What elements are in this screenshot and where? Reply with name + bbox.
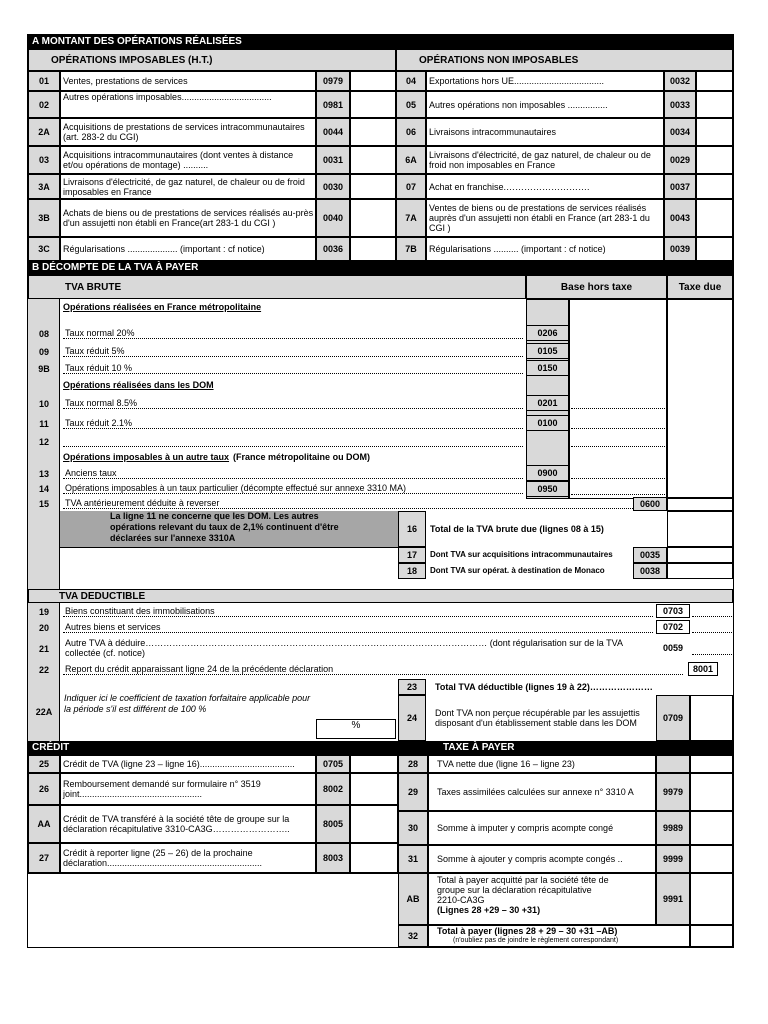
line-3c-label: Régularisations .................... (important : cf notice) xyxy=(60,237,316,261)
line-15-code: 0600 xyxy=(633,497,667,511)
line-3a-label: Livraisons d'électricité, de gaz naturel, de chaleur ou de froid imposables en France xyxy=(60,174,316,199)
line-32-label: Total à payer (lignes 28 + 29 – 30 +31 –AB) xyxy=(437,926,618,936)
line-3a-number: 3A xyxy=(28,174,60,199)
line-7a-code: 0043 xyxy=(664,199,696,237)
line-12-number: 12 xyxy=(38,437,49,447)
line-24-input[interactable] xyxy=(690,695,733,741)
line-19-code: 0703 xyxy=(656,604,690,618)
line-11-base-input[interactable] xyxy=(571,421,665,429)
line-14-label: Opérations imposables à un taux particulier (décompte effectué sur annexe 3310 MA) xyxy=(63,482,523,494)
subheading-autre-taux-label: Opérations imposables à un autre taux xyxy=(63,452,230,462)
line-ab-code: 9991 xyxy=(656,873,690,925)
line-28-code xyxy=(656,755,690,773)
line-27-label: Crédit à reporter ligne (25 – 26) de la prochaine déclaration.............................................................. xyxy=(60,843,316,873)
section-b-title: B DÉCOMPTE DE LA TVA À PAYER xyxy=(28,261,733,275)
line-27-code: 8003 xyxy=(316,843,350,873)
subheading-autre-taux xyxy=(63,451,523,463)
line-18-label: Dont TVA sur opérat. à destination de Monaco xyxy=(430,566,605,575)
line-29-input[interactable] xyxy=(690,773,733,811)
line-04-label: Exportations hors UE.................................... xyxy=(426,71,664,91)
line-20-number: 20 xyxy=(38,623,49,633)
line-3b-amount-input[interactable] xyxy=(350,199,396,237)
line-02-number: 02 xyxy=(28,91,60,118)
line-aa-code: 8005 xyxy=(316,805,350,843)
tva-brute-header-label: TVA BRUTE xyxy=(65,281,122,293)
line-10-base-input[interactable] xyxy=(571,401,665,409)
subheading-dom: Opérations réalisées dans les DOM xyxy=(63,380,214,390)
line-11-label: Taux réduit 2.1% xyxy=(63,417,523,429)
line-05-amount-input[interactable] xyxy=(696,91,733,118)
line-10-code: 0201 xyxy=(526,395,569,411)
line-20-code: 0702 xyxy=(656,620,690,634)
line-21-label: Autre TVA à déduire…………………………………………………………………………………………………… (dont régularisation sur de la TVA collectée (cf. notice) xyxy=(65,638,623,658)
line-29-code: 9979 xyxy=(656,773,690,811)
dom-note-text: La ligne 11 ne concerne que les DOM. Les autres opérations relevant du taux de 2,1% continuent d'être déclarées sur l'annexe 3310A xyxy=(110,511,339,543)
line-01-amount-input[interactable] xyxy=(350,71,396,91)
base-hors-taxe-header: Base hors taxe xyxy=(526,275,667,299)
line-30-code: 9989 xyxy=(656,811,690,845)
line-3c-number: 3C xyxy=(28,237,60,261)
line-6a-code: 0029 xyxy=(664,146,696,174)
line-7a-amount-input[interactable] xyxy=(696,199,733,237)
non-taxable-operations-list xyxy=(396,71,733,261)
line-29-number: 29 xyxy=(398,773,428,811)
line-02-label: Autres opérations imposables.................................... xyxy=(60,91,316,118)
line-18-number: 18 xyxy=(398,563,426,579)
line-13-code: 0900 xyxy=(526,465,569,481)
line-29-label: Taxes assimilées calculées sur annexe n° 3310 A xyxy=(428,773,656,811)
taxable-operations-list xyxy=(28,71,396,256)
tva-brute-header xyxy=(28,275,526,299)
line-03-amount-input[interactable] xyxy=(350,146,396,174)
line-6a-label: Livraisons d'électricité, de gaz naturel, de chaleur ou de froid non imposables en France xyxy=(426,146,664,174)
line-23-number: 23 xyxy=(398,679,426,695)
line-03-label: Acquisitions intracommunautaires (dont ventes à distance et/ou opérations de montage) .......... xyxy=(60,146,316,174)
line-28-input[interactable] xyxy=(690,755,733,773)
credit-header: CRÉDIT xyxy=(28,741,398,755)
line-16-total-input[interactable] xyxy=(667,511,733,547)
line-06-number: 06 xyxy=(396,118,426,146)
line-25-label: Crédit de TVA (ligne 23 – ligne 16)...................................... xyxy=(60,755,316,773)
line-2a-label: Acquisitions de prestations de services intracommunautaires (art. 283-2 du CGI) xyxy=(60,118,316,146)
line-19-label: Biens constituant des immobilisations xyxy=(63,605,653,617)
line-22-number: 22 xyxy=(38,665,49,675)
line-22a-label: Indiquer ici le coefficient de taxation forfaitaire applicable pour la période s'il est différent de 100 % xyxy=(64,693,311,714)
line-09-code: 0105 xyxy=(526,343,569,359)
line-07-amount-input[interactable] xyxy=(696,174,733,199)
line-11-number: 11 xyxy=(39,419,49,429)
line-18-input[interactable] xyxy=(667,563,733,579)
line-03-number: 03 xyxy=(28,146,60,174)
line-16-label: Total de la TVA brute due (lignes 08 à 15) xyxy=(430,524,604,534)
tva-deductible-header xyxy=(28,589,733,603)
line-31-code: 9999 xyxy=(656,845,690,873)
line-01-number: 01 xyxy=(28,71,60,91)
line-19-input[interactable] xyxy=(692,609,732,617)
line-13-number: 13 xyxy=(38,469,49,479)
line-10-number: 10 xyxy=(38,399,49,409)
line-ab-formula: (Lignes 28 +29 – 30 +31) xyxy=(437,905,541,915)
tva-declaration-form xyxy=(27,34,734,948)
line-15-number: 15 xyxy=(38,499,49,509)
line-2a-number: 2A xyxy=(28,118,60,146)
line-17-number: 17 xyxy=(398,547,426,563)
line-3b-label: Achats de biens ou de prestations de services réalisés au-près d'un assujetti non établi en France(art 283-1 du CGI ) xyxy=(60,199,316,237)
line-30-number: 30 xyxy=(398,811,428,845)
line-3b-number: 3B xyxy=(28,199,60,237)
line-15-tax-input[interactable] xyxy=(667,497,733,511)
line-08-code: 0206 xyxy=(526,325,569,341)
line-7a-number: 7A xyxy=(396,199,426,237)
line-32-number: 32 xyxy=(398,925,428,947)
line-17-code: 0035 xyxy=(633,547,667,563)
subheading-metropole: Opérations réalisées en France métropolitaine xyxy=(63,302,262,312)
line-06-code: 0034 xyxy=(664,118,696,146)
line-7a-label: Ventes de biens ou de prestations de services réalisés auprès d'un assujetti non établi en France (art 283-1 du CGI ) xyxy=(426,199,664,237)
line-ab-label: Total à payer acquitté par la société tête de groupe sur la déclaration récapitulative 2210-CA3G xyxy=(437,875,609,905)
line-26-label: Remboursement demandé sur formulaire n° 3519 joint................................................. xyxy=(60,773,316,805)
line-27-number: 27 xyxy=(28,843,60,873)
line-28-number: 28 xyxy=(398,755,428,773)
line-27-input[interactable] xyxy=(350,843,398,873)
line-31-label: Somme à ajouter y compris acompte congés .. xyxy=(428,845,656,873)
line-08-label: Taux normal 20% xyxy=(63,327,523,339)
taxe-due-header: Taxe due xyxy=(667,275,733,299)
line-22a-number: 22A xyxy=(35,707,53,717)
line-7b-amount-input[interactable] xyxy=(696,237,733,261)
line-2a-code: 0044 xyxy=(316,118,350,146)
line-30-label: Somme à imputer y compris acompte congé xyxy=(428,811,656,845)
line-9b-number: 9B xyxy=(38,364,50,374)
line-05-label: Autres opérations non imposables ................ xyxy=(426,91,664,118)
taxable-operations-header xyxy=(28,49,396,71)
line-04-code: 0032 xyxy=(664,71,696,91)
line-25-code: 0705 xyxy=(316,755,350,773)
line-21-number: 21 xyxy=(38,644,49,654)
line-7b-label: Régularisations .......... (important : cf notice) xyxy=(426,237,664,261)
line-05-number: 05 xyxy=(396,91,426,118)
line-17-label: Dont TVA sur acquisitions intracommunautaires xyxy=(430,550,613,559)
percent-sign: % xyxy=(351,720,361,731)
credit-bottom-blank xyxy=(28,873,398,947)
line-ab-number: AB xyxy=(398,873,428,925)
line-06-amount-input[interactable] xyxy=(696,118,733,146)
line-9b-code: 0150 xyxy=(526,360,569,376)
line-26-number: 26 xyxy=(28,773,60,805)
line-04-number: 04 xyxy=(396,71,426,91)
line-28-label: TVA nette due (ligne 16 – ligne 23) xyxy=(428,755,656,773)
line-01-code: 0979 xyxy=(316,71,350,91)
dom-note-block xyxy=(60,511,398,547)
line-13-label: Anciens taux xyxy=(63,467,523,479)
line-24-label: Dont TVA non perçue récupérable par les assujettis disposant d'un établissement stable dans les DOM xyxy=(435,708,640,728)
line-aa-label: Crédit de TVA transféré à la société tête de groupe sur la déclaration récapitulative 3310-CA3G…………………….. xyxy=(60,805,316,843)
line-31-input[interactable] xyxy=(690,845,733,873)
line-14-code: 0950 xyxy=(526,481,569,497)
line-21-code: 0059 xyxy=(662,643,684,653)
line-9b-label: Taux réduit 10 % xyxy=(63,362,523,374)
line-03-code: 0031 xyxy=(316,146,350,174)
line-20-input[interactable] xyxy=(692,625,732,633)
line-15-label: TVA antérieurement déduite à reverser xyxy=(63,497,633,509)
subheading-autre-taux-suffix: (France métropolitaine ou DOM) xyxy=(233,452,371,462)
line-22-code: 8001 xyxy=(688,662,718,676)
base-amount-column xyxy=(569,299,667,499)
line-05-code: 0033 xyxy=(664,91,696,118)
line-25-input[interactable] xyxy=(350,755,398,773)
non-taxable-operations-header xyxy=(396,49,733,71)
line-7b-number: 7B xyxy=(396,237,426,261)
line-09-label: Taux réduit 5% xyxy=(63,345,523,357)
taxe-due-column xyxy=(667,299,733,499)
line-04-amount-input[interactable] xyxy=(696,71,733,91)
line-07-code: 0037 xyxy=(664,174,696,199)
line-09-number: 09 xyxy=(38,347,49,357)
line-32-input[interactable] xyxy=(690,925,733,947)
line-ab-label-box xyxy=(428,873,656,925)
line-22-label: Report du crédit apparaissant ligne 24 de la précédente déclaration xyxy=(63,663,683,675)
line-10-label: Taux normal 8.5% xyxy=(63,397,523,409)
line-07-number: 07 xyxy=(396,174,426,199)
line-aa-number: AA xyxy=(28,805,60,843)
line-32-note: (n'oubliez pas de joindre le règlement correspondant) xyxy=(453,937,619,944)
line-3c-amount-input[interactable] xyxy=(350,237,396,261)
tva-deductible-header-label: TVA DEDUCTIBLE xyxy=(59,590,146,602)
line-24-code: 0709 xyxy=(656,695,690,741)
line-13-base-input[interactable] xyxy=(571,471,665,479)
line-26-input[interactable] xyxy=(350,773,398,805)
non-taxable-operations-header-label: OPÉRATIONS NON IMPOSABLES xyxy=(419,54,579,66)
line-2a-amount-input[interactable] xyxy=(350,118,396,146)
line-20-label: Autres biens et services xyxy=(63,621,653,633)
line-12-base-input[interactable] xyxy=(571,439,665,447)
line-6a-number: 6A xyxy=(396,146,426,174)
line-ab-input[interactable] xyxy=(690,873,733,925)
line-07-label: Achat en franchise.………………………. xyxy=(426,174,664,199)
line-12-label xyxy=(63,435,523,447)
line-3c-code: 0036 xyxy=(316,237,350,261)
line-3a-code: 0030 xyxy=(316,174,350,199)
line-aa-input[interactable] xyxy=(350,805,398,843)
section-a-title: A MONTANT DES OPÉRATIONS RÉALISÉES xyxy=(28,35,733,49)
line-16-number: 16 xyxy=(398,511,426,547)
line-32-label-box xyxy=(428,925,690,947)
line-06-label: Livraisons intracommunautaires xyxy=(426,118,664,146)
line-02-code: 0981 xyxy=(316,91,350,118)
line-14-base-input[interactable] xyxy=(571,487,665,495)
taxable-operations-header-label: OPÉRATIONS IMPOSABLES (H.T.) xyxy=(51,54,213,66)
line-02-amount-input[interactable] xyxy=(350,91,396,118)
line-3a-amount-input[interactable] xyxy=(350,174,396,199)
line-7b-code: 0039 xyxy=(664,237,696,261)
line-01-label: Ventes, prestations de services xyxy=(60,71,316,91)
line-24-number: 24 xyxy=(398,695,426,741)
line-31-number: 31 xyxy=(398,845,428,873)
line-26-code: 8002 xyxy=(316,773,350,805)
line-17-input[interactable] xyxy=(667,547,733,563)
line-21-input[interactable] xyxy=(692,647,732,655)
line-19-number: 19 xyxy=(38,607,49,617)
line-25-number: 25 xyxy=(28,755,60,773)
line-23-label: Total TVA déductible (lignes 19 à 22)………………… xyxy=(435,682,653,692)
line-11-code: 0100 xyxy=(526,415,569,431)
line-14-number: 14 xyxy=(38,484,49,494)
taxe-a-payer-header: TAXE À PAYER xyxy=(398,741,733,755)
line-6a-amount-input[interactable] xyxy=(696,146,733,174)
line-08-number: 08 xyxy=(38,329,49,339)
line-18-code: 0038 xyxy=(633,563,667,579)
line-3b-code: 0040 xyxy=(316,199,350,237)
coefficient-input[interactable] xyxy=(316,719,396,739)
line-30-input[interactable] xyxy=(690,811,733,845)
